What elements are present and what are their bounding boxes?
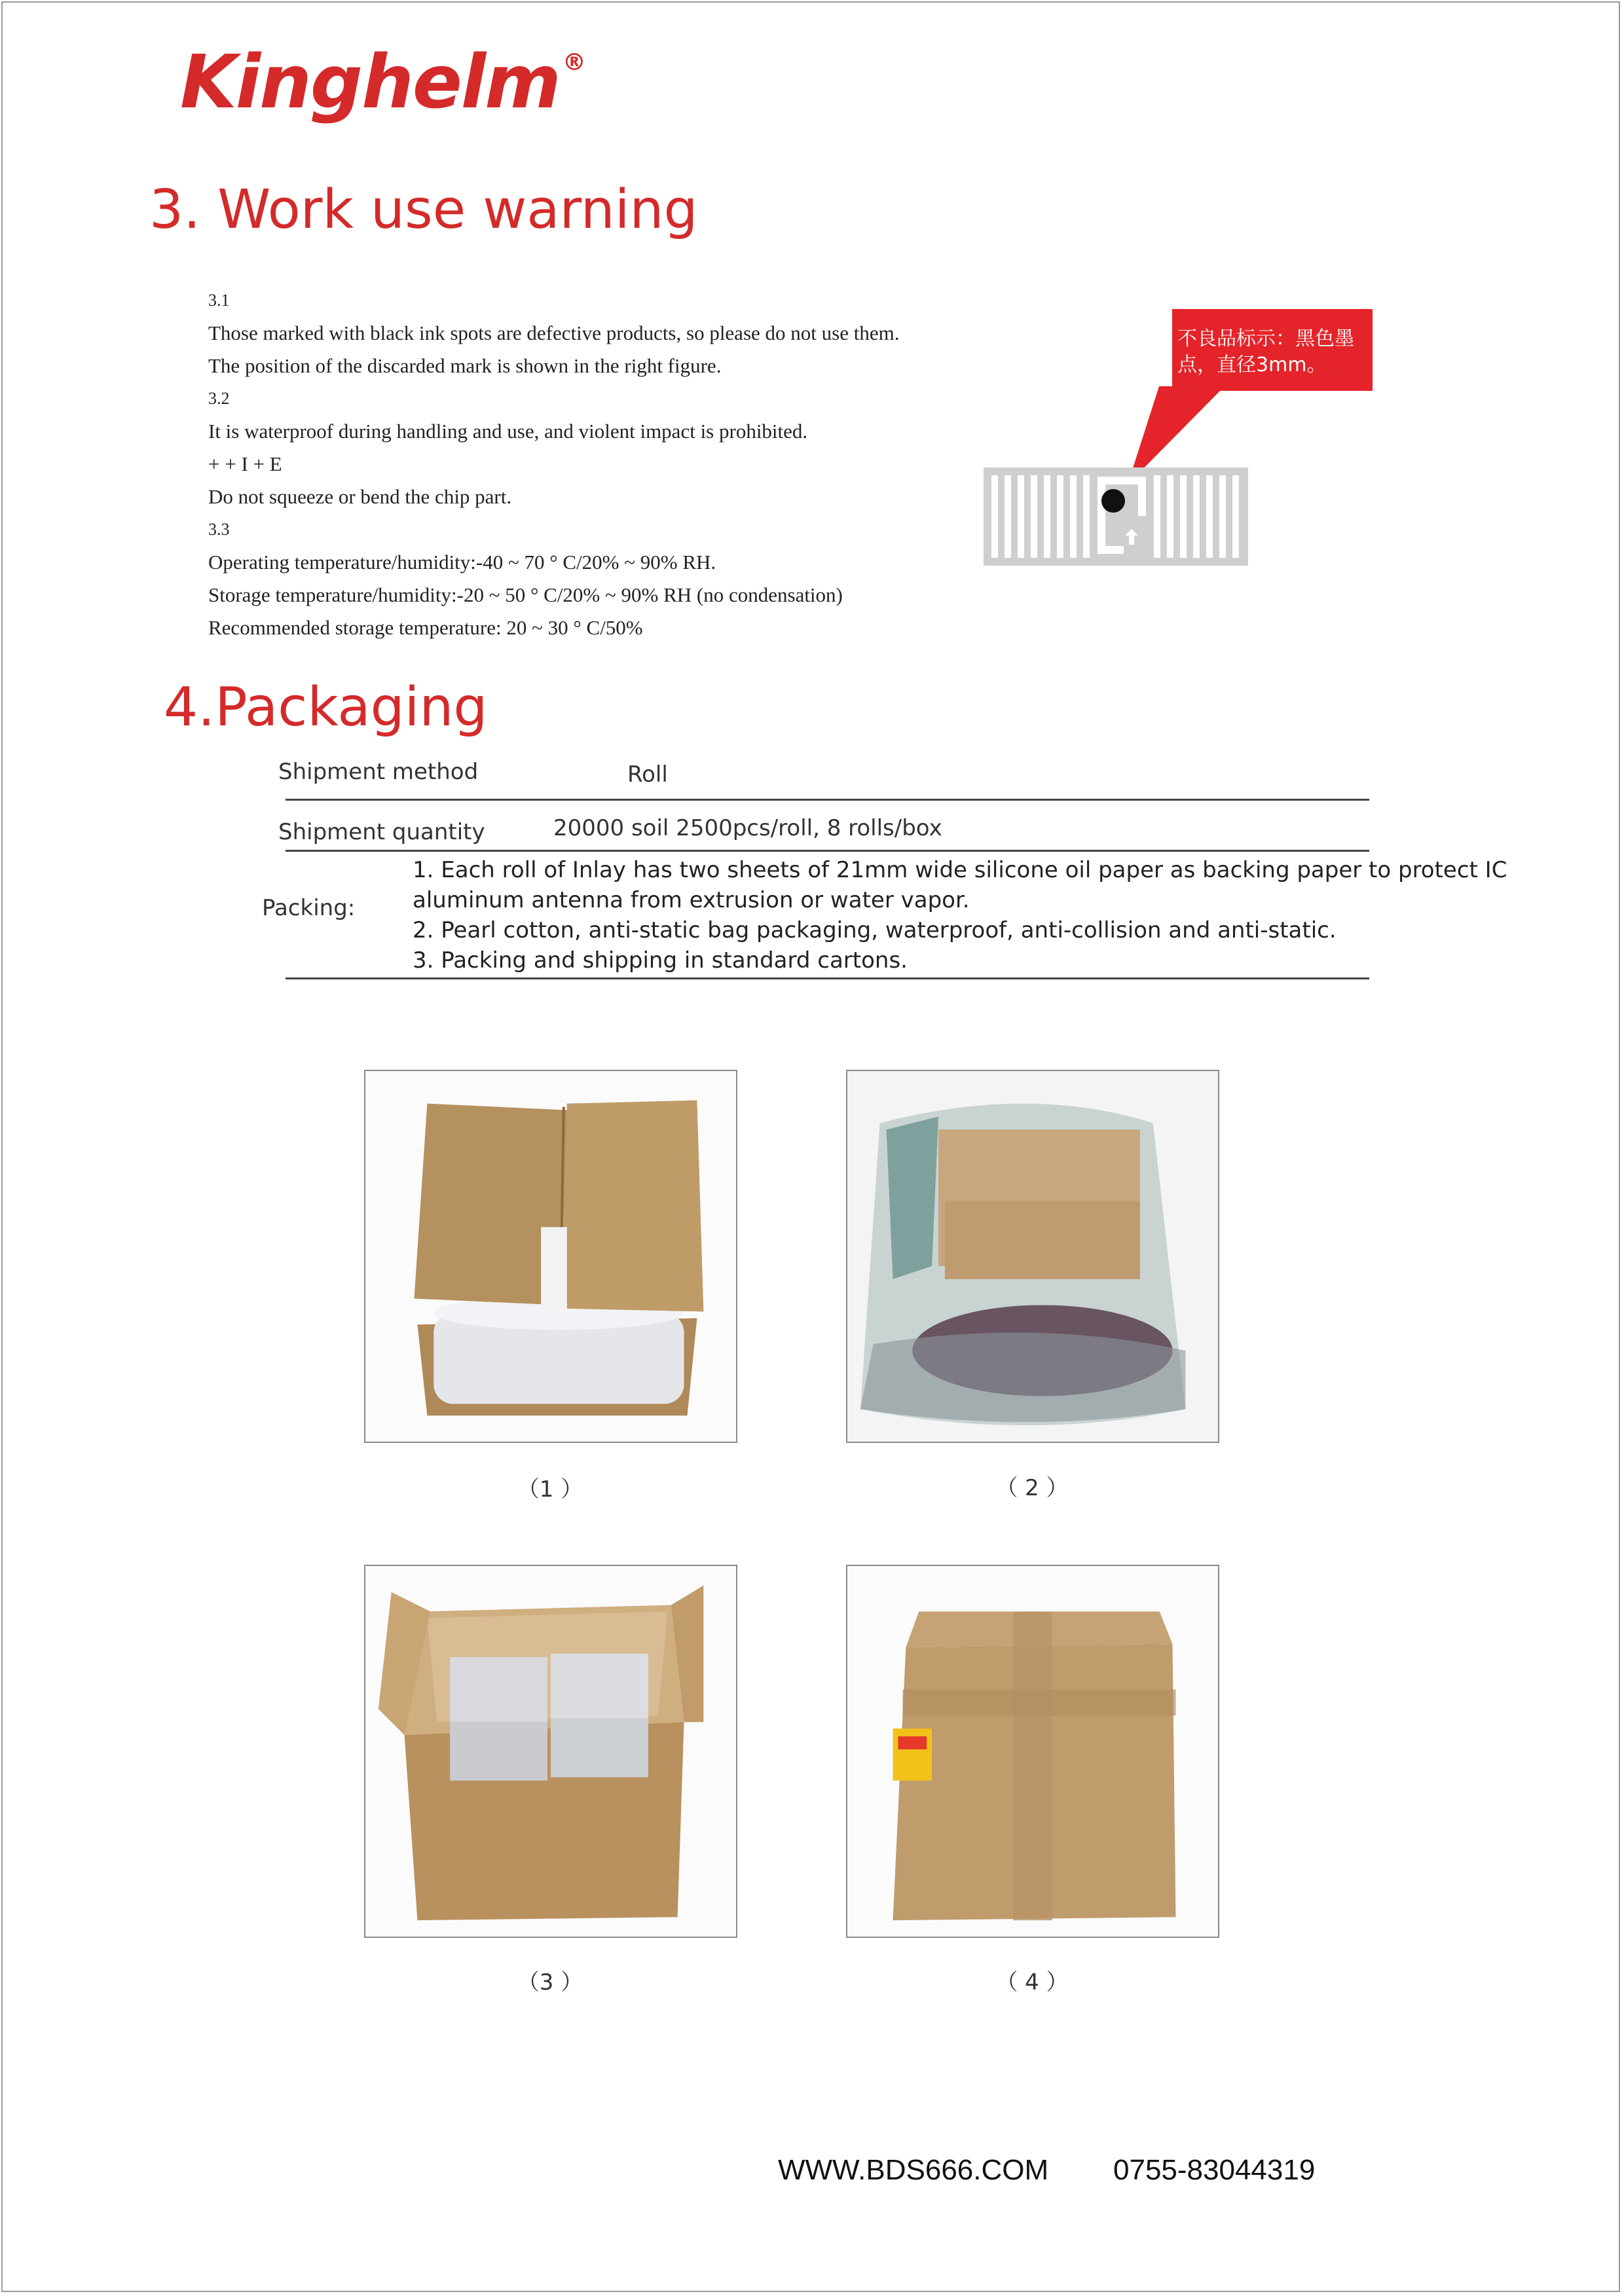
warning-line: Recommended storage temperature: 20 ~ 30 ° C/50% (208, 616, 643, 639)
warning-line: Storage temperature/humidity:-20 ~ 50 ° C/20% ~ 90% RH (no condensation) (208, 583, 843, 606)
table-rule (286, 977, 1369, 979)
warning-line: 3.1 (208, 291, 230, 310)
section3-heading: 3. Work use warning (149, 179, 698, 241)
shipment-quantity-label: Shipment quantity (278, 819, 485, 845)
warning-line: Do not squeeze or bend the chip part. (208, 485, 512, 508)
sealed-carton-photo (846, 1565, 1219, 1938)
photo-caption: （1 ） (517, 1476, 583, 1503)
section4-heading: 4.Packaging (164, 676, 488, 738)
footer-website[interactable]: WWW.BDS666.COM (778, 2154, 1049, 2186)
shipment-quantity-value: 20000 soil 2500pcs/roll, 8 rolls/box (553, 815, 942, 841)
packing-label: Packing: (262, 895, 356, 921)
warning-line: + + I + E (208, 452, 282, 475)
photo-caption: （ 2 ） (995, 1475, 1069, 1501)
defect-mark-callout: 不良品标示：黑色墨 点，直径3mm。 (1172, 309, 1373, 391)
warning-line: 3.2 (208, 389, 230, 408)
shipment-method-value: Roll (627, 761, 668, 788)
photo-caption: （3 ） (517, 1969, 583, 1995)
open-carton-with-rolls-photo (364, 1565, 737, 1938)
warning-line: The position of the discarded mark is shown in the right figure. (208, 354, 722, 377)
packing-item: 3. Packing and shipping in standard cartons. (413, 947, 908, 973)
warning-line: Those marked with black ink spots are defective products, so please do not use them. (208, 321, 900, 344)
rfid-inlay-antenna-icon (982, 464, 1251, 571)
packing-list (413, 855, 1604, 973)
open-box-with-roll-photo (364, 1070, 737, 1443)
table-rule (286, 799, 1369, 801)
warning-line: It is waterproof during handling and use, and violent impact is prohibited. (208, 420, 808, 443)
kinghelm-logo: Kinghelm ® (180, 40, 585, 125)
roll-in-antistatic-bag-photo (846, 1070, 1219, 1443)
photo-caption: （ 4 ） (995, 1969, 1069, 1995)
shipment-method-label: Shipment method (278, 759, 479, 785)
warning-line: 3.3 (208, 520, 230, 539)
table-rule (286, 850, 1369, 852)
packing-item: aluminum antenna from extrusion or water vapor. (413, 887, 970, 913)
packing-item: 2. Pearl cotton, anti-static bag packaging, waterproof, anti-collision and anti-static. (413, 917, 1337, 943)
warning-line: Operating temperature/humidity:-40 ~ 70 ° C/20% ~ 90% RH. (208, 551, 716, 574)
packing-item: 1. Each roll of Inlay has two sheets of 21mm wide silicone oil paper as backing paper to protect IC (413, 857, 1507, 883)
footer-phone: 0755-83044319 (1113, 2154, 1316, 2186)
